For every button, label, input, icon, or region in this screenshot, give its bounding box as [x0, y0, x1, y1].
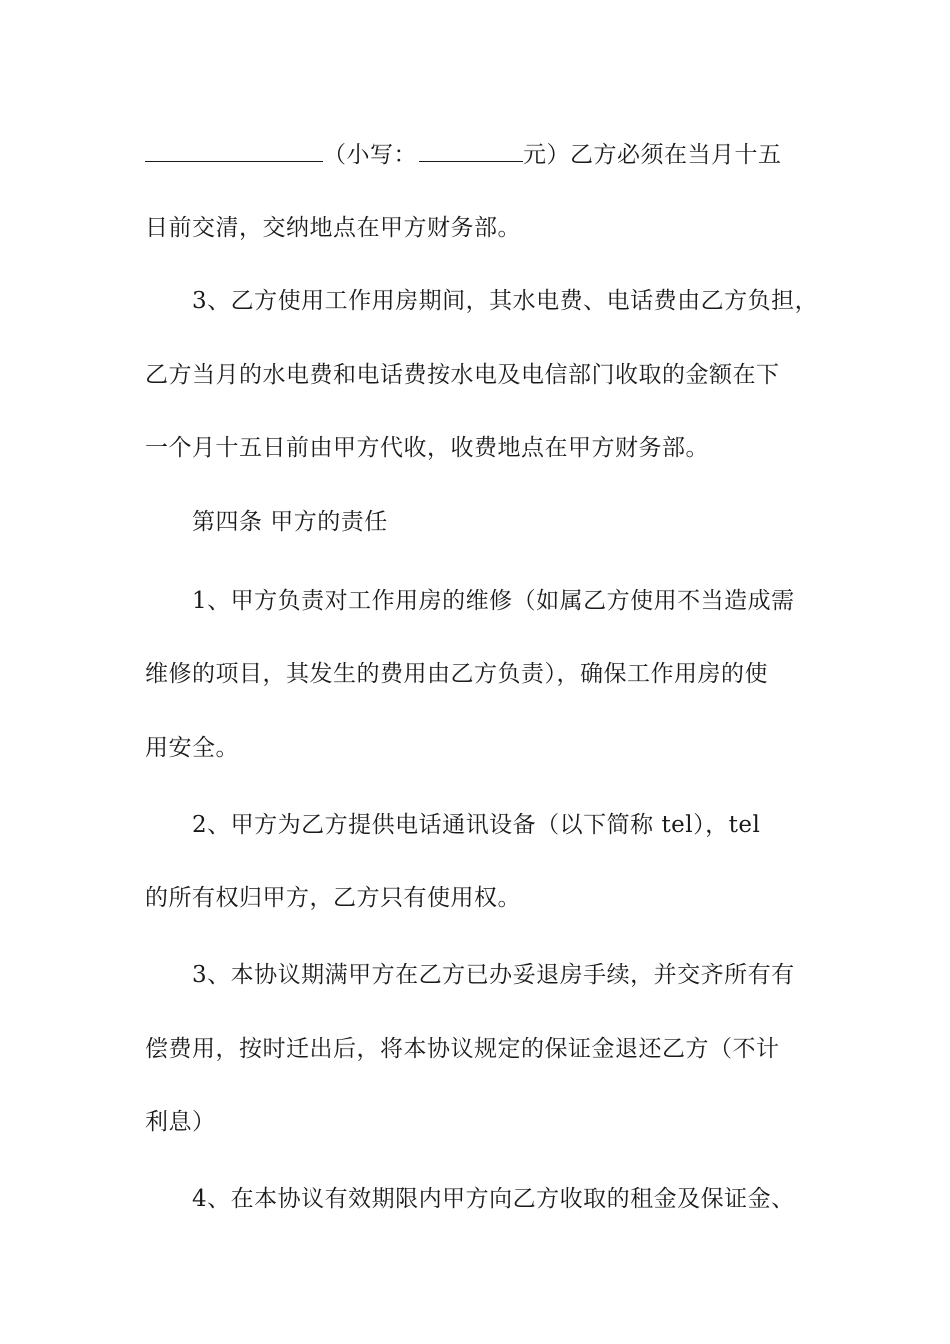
- text-segment: 元）乙方必须在当月十五: [523, 142, 782, 168]
- paragraph-line: 2、甲方为乙方提供电话通讯设备（以下简称 tel），tel: [192, 812, 761, 838]
- paragraph-line: 利息）: [145, 1109, 216, 1135]
- paragraph-line: 1、甲方负责对工作用房的维修（如属乙方使用不当造成需: [192, 588, 795, 614]
- blank-amount-uppercase: [145, 141, 323, 162]
- paragraph-line: 3、本协议期满甲方在乙方已办妥退房手续，并交齐所有有: [192, 962, 795, 988]
- paragraph-line: [145, 140, 815, 170]
- paragraph-line: 的所有权归甲方，乙方只有使用权。: [145, 885, 521, 911]
- paragraph-line: 3、乙方使用工作用房期间，其水电费、电话费由乙方负担，: [192, 288, 819, 314]
- paragraph-line: 维修的项目，其发生的费用由乙方负责），确保工作用房的使: [145, 661, 768, 687]
- paragraph-line: 偿费用，按时迁出后，将本协议规定的保证金退还乙方（不计: [145, 1036, 780, 1062]
- section-heading: 第四条 甲方的责任: [192, 509, 388, 535]
- blank-amount-lowercase: [419, 141, 523, 162]
- paragraph-line: 日前交清，交纳地点在甲方财务部。: [145, 215, 521, 241]
- paragraph-line: 一个月十五日前由甲方代收，收费地点在甲方财务部。: [145, 435, 709, 461]
- paragraph-line: 4、在本协议有效期限内甲方向乙方收取的租金及保证金、: [192, 1186, 795, 1212]
- paragraph-line: 乙方当月的水电费和电话费按水电及电信部门收取的金额在下: [145, 362, 780, 388]
- text-segment: （小写：: [323, 142, 417, 168]
- paragraph-line: 用安全。: [145, 735, 239, 761]
